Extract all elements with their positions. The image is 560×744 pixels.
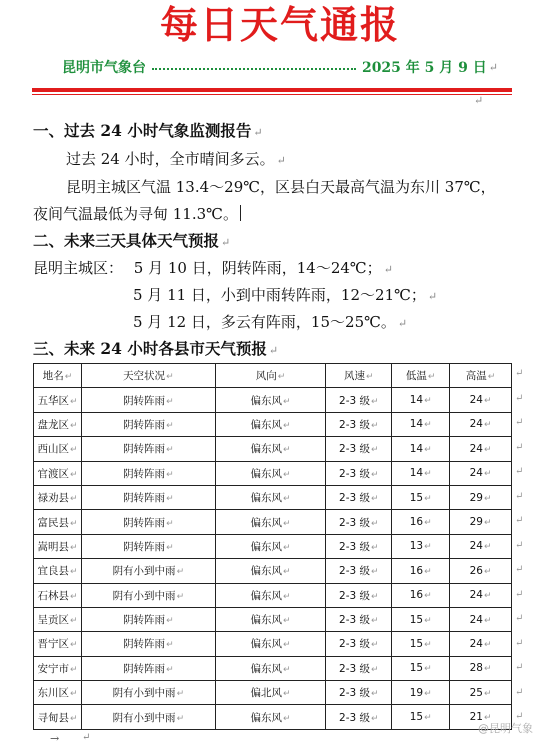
table-cell[interactable]: 15↵: [392, 485, 450, 509]
table-cell[interactable]: 16↵: [392, 559, 450, 583]
column-header[interactable]: 风速↵: [326, 364, 392, 388]
table-cell[interactable]: 阴转阵雨↵: [81, 632, 215, 656]
table-cell[interactable]: 五华区↵: [34, 388, 82, 412]
table-cell[interactable]: 阴转阵雨↵: [81, 412, 215, 436]
table-row: [34, 437, 512, 461]
table-cell[interactable]: 15↵: [392, 607, 450, 631]
table-row: [34, 559, 512, 583]
table-cell[interactable]: 24↵: [450, 437, 512, 461]
table-body: [34, 388, 512, 730]
table-cell[interactable]: 24↵: [450, 583, 512, 607]
table-row: [34, 681, 512, 705]
table-cell[interactable]: 24↵: [450, 412, 512, 436]
table-cell[interactable]: 2-3 级↵: [326, 607, 392, 631]
table-cell[interactable]: 24↵: [450, 388, 512, 412]
column-header[interactable]: 天空状况↵: [81, 364, 215, 388]
table-cell[interactable]: 偏东风↵: [215, 607, 326, 631]
table-cell[interactable]: 25↵: [450, 681, 512, 705]
table-cell[interactable]: 2-3 级↵: [326, 705, 392, 730]
table-cell[interactable]: 西山区↵: [34, 437, 82, 461]
issue-date: 2025 年 5 月 9 日: [361, 60, 487, 76]
table-cell[interactable]: 24↵: [450, 632, 512, 656]
table-cell[interactable]: 偏东风↵: [215, 632, 326, 656]
table-cell[interactable]: 2-3 级↵: [326, 559, 392, 583]
table-cell[interactable]: 宜良县↵: [34, 559, 82, 583]
row-end-mark: ↵: [515, 637, 524, 649]
paragraph-mark: ↵: [488, 60, 498, 74]
table-cell[interactable]: 21↵: [450, 705, 512, 730]
table-cell[interactable]: 阴转阵雨↵: [81, 534, 215, 558]
table-cell[interactable]: 富民县↵: [34, 510, 82, 534]
section1-paragraph-1[interactable]: 过去 24 小时，全市晴间多云。 ↵: [66, 150, 286, 168]
table-cell[interactable]: 阴有小到中雨↵: [81, 705, 215, 730]
table-cell[interactable]: 石林县↵: [34, 583, 82, 607]
table-cell[interactable]: 偏东风↵: [215, 485, 326, 509]
section1-paragraph-2-cont[interactable]: 夜间气温最低为寻甸 11.3℃。: [33, 203, 241, 225]
table-cell[interactable]: 阴转阵雨↵: [81, 461, 215, 485]
table-row: [34, 461, 512, 485]
table-cell[interactable]: 2-3 级↵: [326, 437, 392, 461]
table-cell[interactable]: 安宁市↵: [34, 656, 82, 680]
table-cell[interactable]: 2-3 级↵: [326, 461, 392, 485]
dotted-leader: [152, 68, 356, 70]
table-row: [34, 534, 512, 558]
column-header[interactable]: 低温↵: [392, 364, 450, 388]
table-cell[interactable]: 28↵: [450, 656, 512, 680]
table-cell[interactable]: 14↵: [392, 412, 450, 436]
city-label: 昆明主城区：: [33, 259, 124, 277]
section1-heading[interactable]: 一、过去 24 小时气象监测报告 ↵: [33, 121, 263, 140]
row-end-mark: ↵: [515, 490, 524, 502]
header-rule-thin: [32, 94, 512, 95]
table-cell[interactable]: 14↵: [392, 388, 450, 412]
table-cell[interactable]: 偏东风↵: [215, 534, 326, 558]
arrow-icon: →: [50, 732, 60, 744]
table-cell[interactable]: 15↵: [392, 705, 450, 730]
table-row: [34, 656, 512, 680]
table-cell[interactable]: 偏东风↵: [215, 461, 326, 485]
table-cell[interactable]: 19↵: [392, 681, 450, 705]
table-row: [34, 388, 512, 412]
table-cell[interactable]: 16↵: [392, 583, 450, 607]
row-end-mark: ↵: [515, 539, 524, 551]
text-cursor: [240, 205, 241, 221]
section2-heading[interactable]: 二、未来三天具体天气预报 ↵: [33, 231, 231, 250]
table-row: [34, 412, 512, 436]
bulletin-title: 每日天气通报: [159, 2, 400, 47]
forecast-day-3[interactable]: 5 月 12 日，多云有阵雨，15～25℃。 ↵: [133, 313, 408, 331]
table-row: [34, 705, 512, 730]
table-cell[interactable]: 偏东风↵: [215, 437, 326, 461]
row-end-mark: ↵: [515, 515, 524, 526]
table-cell[interactable]: 2-3 级↵: [326, 485, 392, 509]
table-cell[interactable]: 阴转阵雨↵: [81, 656, 215, 680]
table-row: [34, 583, 512, 607]
row-end-mark: ↵: [515, 368, 524, 379]
table-cell[interactable]: 偏北风↵: [215, 681, 326, 705]
forecast-day-2[interactable]: 5 月 11 日，小到中雨转阵雨，12～21℃； ↵: [133, 286, 438, 304]
table-cell[interactable]: 呈贡区↵: [34, 607, 82, 631]
row-end-mark: ↵: [515, 564, 524, 575]
table-cell[interactable]: 偏东风↵: [215, 559, 326, 583]
paragraph-mark: ↵: [82, 732, 91, 743]
table-cell[interactable]: 2-3 级↵: [326, 510, 392, 534]
table-cell[interactable]: 15↵: [392, 632, 450, 656]
table-cell[interactable]: 2-3 级↵: [326, 412, 392, 436]
table-cell[interactable]: 阴转阵雨↵: [81, 607, 215, 631]
table-cell[interactable]: 阴有小到中雨↵: [81, 559, 215, 583]
table-cell[interactable]: 29↵: [450, 510, 512, 534]
row-end-mark: ↵: [515, 711, 524, 722]
table-cell[interactable]: 偏东风↵: [215, 412, 326, 436]
source-watermark: @昆明气象: [478, 722, 533, 735]
county-forecast-table: [33, 363, 512, 730]
table-cell[interactable]: 阴转阵雨↵: [81, 388, 215, 412]
row-end-mark: ↵: [515, 441, 524, 453]
table-cell[interactable]: 26↵: [450, 559, 512, 583]
table-header-row: [34, 364, 512, 388]
section1-paragraph-2[interactable]: 昆明主城区气温 13.4～29℃，区县白天最高气温为东川 37℃，: [66, 178, 496, 196]
table-cell[interactable]: 2-3 级↵: [326, 632, 392, 656]
row-end-mark: ↵: [515, 686, 524, 698]
table-cell[interactable]: 2-3 级↵: [326, 583, 392, 607]
table-cell[interactable]: 晋宁区↵: [34, 632, 82, 656]
table-cell[interactable]: 24↵: [450, 534, 512, 558]
table-cell[interactable]: 阴有小到中雨↵: [81, 681, 215, 705]
column-header[interactable]: 地名↵: [34, 364, 82, 388]
table-cell[interactable]: 嵩明县↵: [34, 534, 82, 558]
table-row: [34, 485, 512, 509]
issuer-org: 昆明市气象台: [62, 60, 146, 76]
table-cell[interactable]: 偏东风↵: [215, 388, 326, 412]
table-cell[interactable]: 14↵: [392, 437, 450, 461]
row-end-mark: ↵: [515, 466, 524, 477]
table-cell[interactable]: 官渡区↵: [34, 461, 82, 485]
table-cell[interactable]: 24↵: [450, 607, 512, 631]
table-cell[interactable]: 盘龙区↵: [34, 412, 82, 436]
table-cell[interactable]: 寻甸县↵: [34, 705, 82, 730]
row-end-mark: ↵: [515, 613, 524, 624]
table-cell[interactable]: 偏东风↵: [215, 656, 326, 680]
table-cell[interactable]: 16↵: [392, 510, 450, 534]
table-cell[interactable]: 2-3 级↵: [326, 388, 392, 412]
table-cell[interactable]: 阴有小到中雨↵: [81, 583, 215, 607]
table-cell[interactable]: 偏东风↵: [215, 583, 326, 607]
table-cell[interactable]: 13↵: [392, 534, 450, 558]
row-end-mark: ↵: [515, 662, 524, 673]
table-row: [34, 510, 512, 534]
table-cell[interactable]: 29↵: [450, 485, 512, 509]
table-cell[interactable]: 2-3 级↵: [326, 681, 392, 705]
table-cell[interactable]: 阴转阵雨↵: [81, 437, 215, 461]
table-cell[interactable]: 偏东风↵: [215, 705, 326, 730]
paragraph-mark: ↵: [474, 94, 484, 107]
table-cell[interactable]: 2-3 级↵: [326, 534, 392, 558]
table-cell[interactable]: 禄劝县↵: [34, 485, 82, 509]
header-rule-thick: [32, 88, 512, 92]
issuer-line: [62, 57, 498, 77]
table-cell[interactable]: 偏东风↵: [215, 510, 326, 534]
table-row: [34, 632, 512, 656]
table-cell[interactable]: 阴转阵雨↵: [81, 510, 215, 534]
forecast-day-1[interactable]: 昆明主城区： 5 月 10 日，阴转阵雨，14～24℃； ↵: [33, 259, 393, 277]
table-cell[interactable]: 14↵: [392, 461, 450, 485]
row-end-mark: ↵: [515, 392, 524, 404]
section3-heading[interactable]: 三、未来 24 小时各县市天气预报 ↵: [33, 339, 279, 358]
table-cell[interactable]: 15↵: [392, 656, 450, 680]
row-end-mark: ↵: [515, 417, 524, 428]
table-cell[interactable]: 2-3 级↵: [326, 656, 392, 680]
table-cell[interactable]: 阴转阵雨↵: [81, 485, 215, 509]
column-header[interactable]: 高温↵: [450, 364, 512, 388]
table-cell[interactable]: 东川区↵: [34, 681, 82, 705]
table-row: [34, 607, 512, 631]
row-end-mark: ↵: [515, 588, 524, 600]
table-cell[interactable]: 24↵: [450, 461, 512, 485]
column-header[interactable]: 风向↵: [215, 364, 326, 388]
